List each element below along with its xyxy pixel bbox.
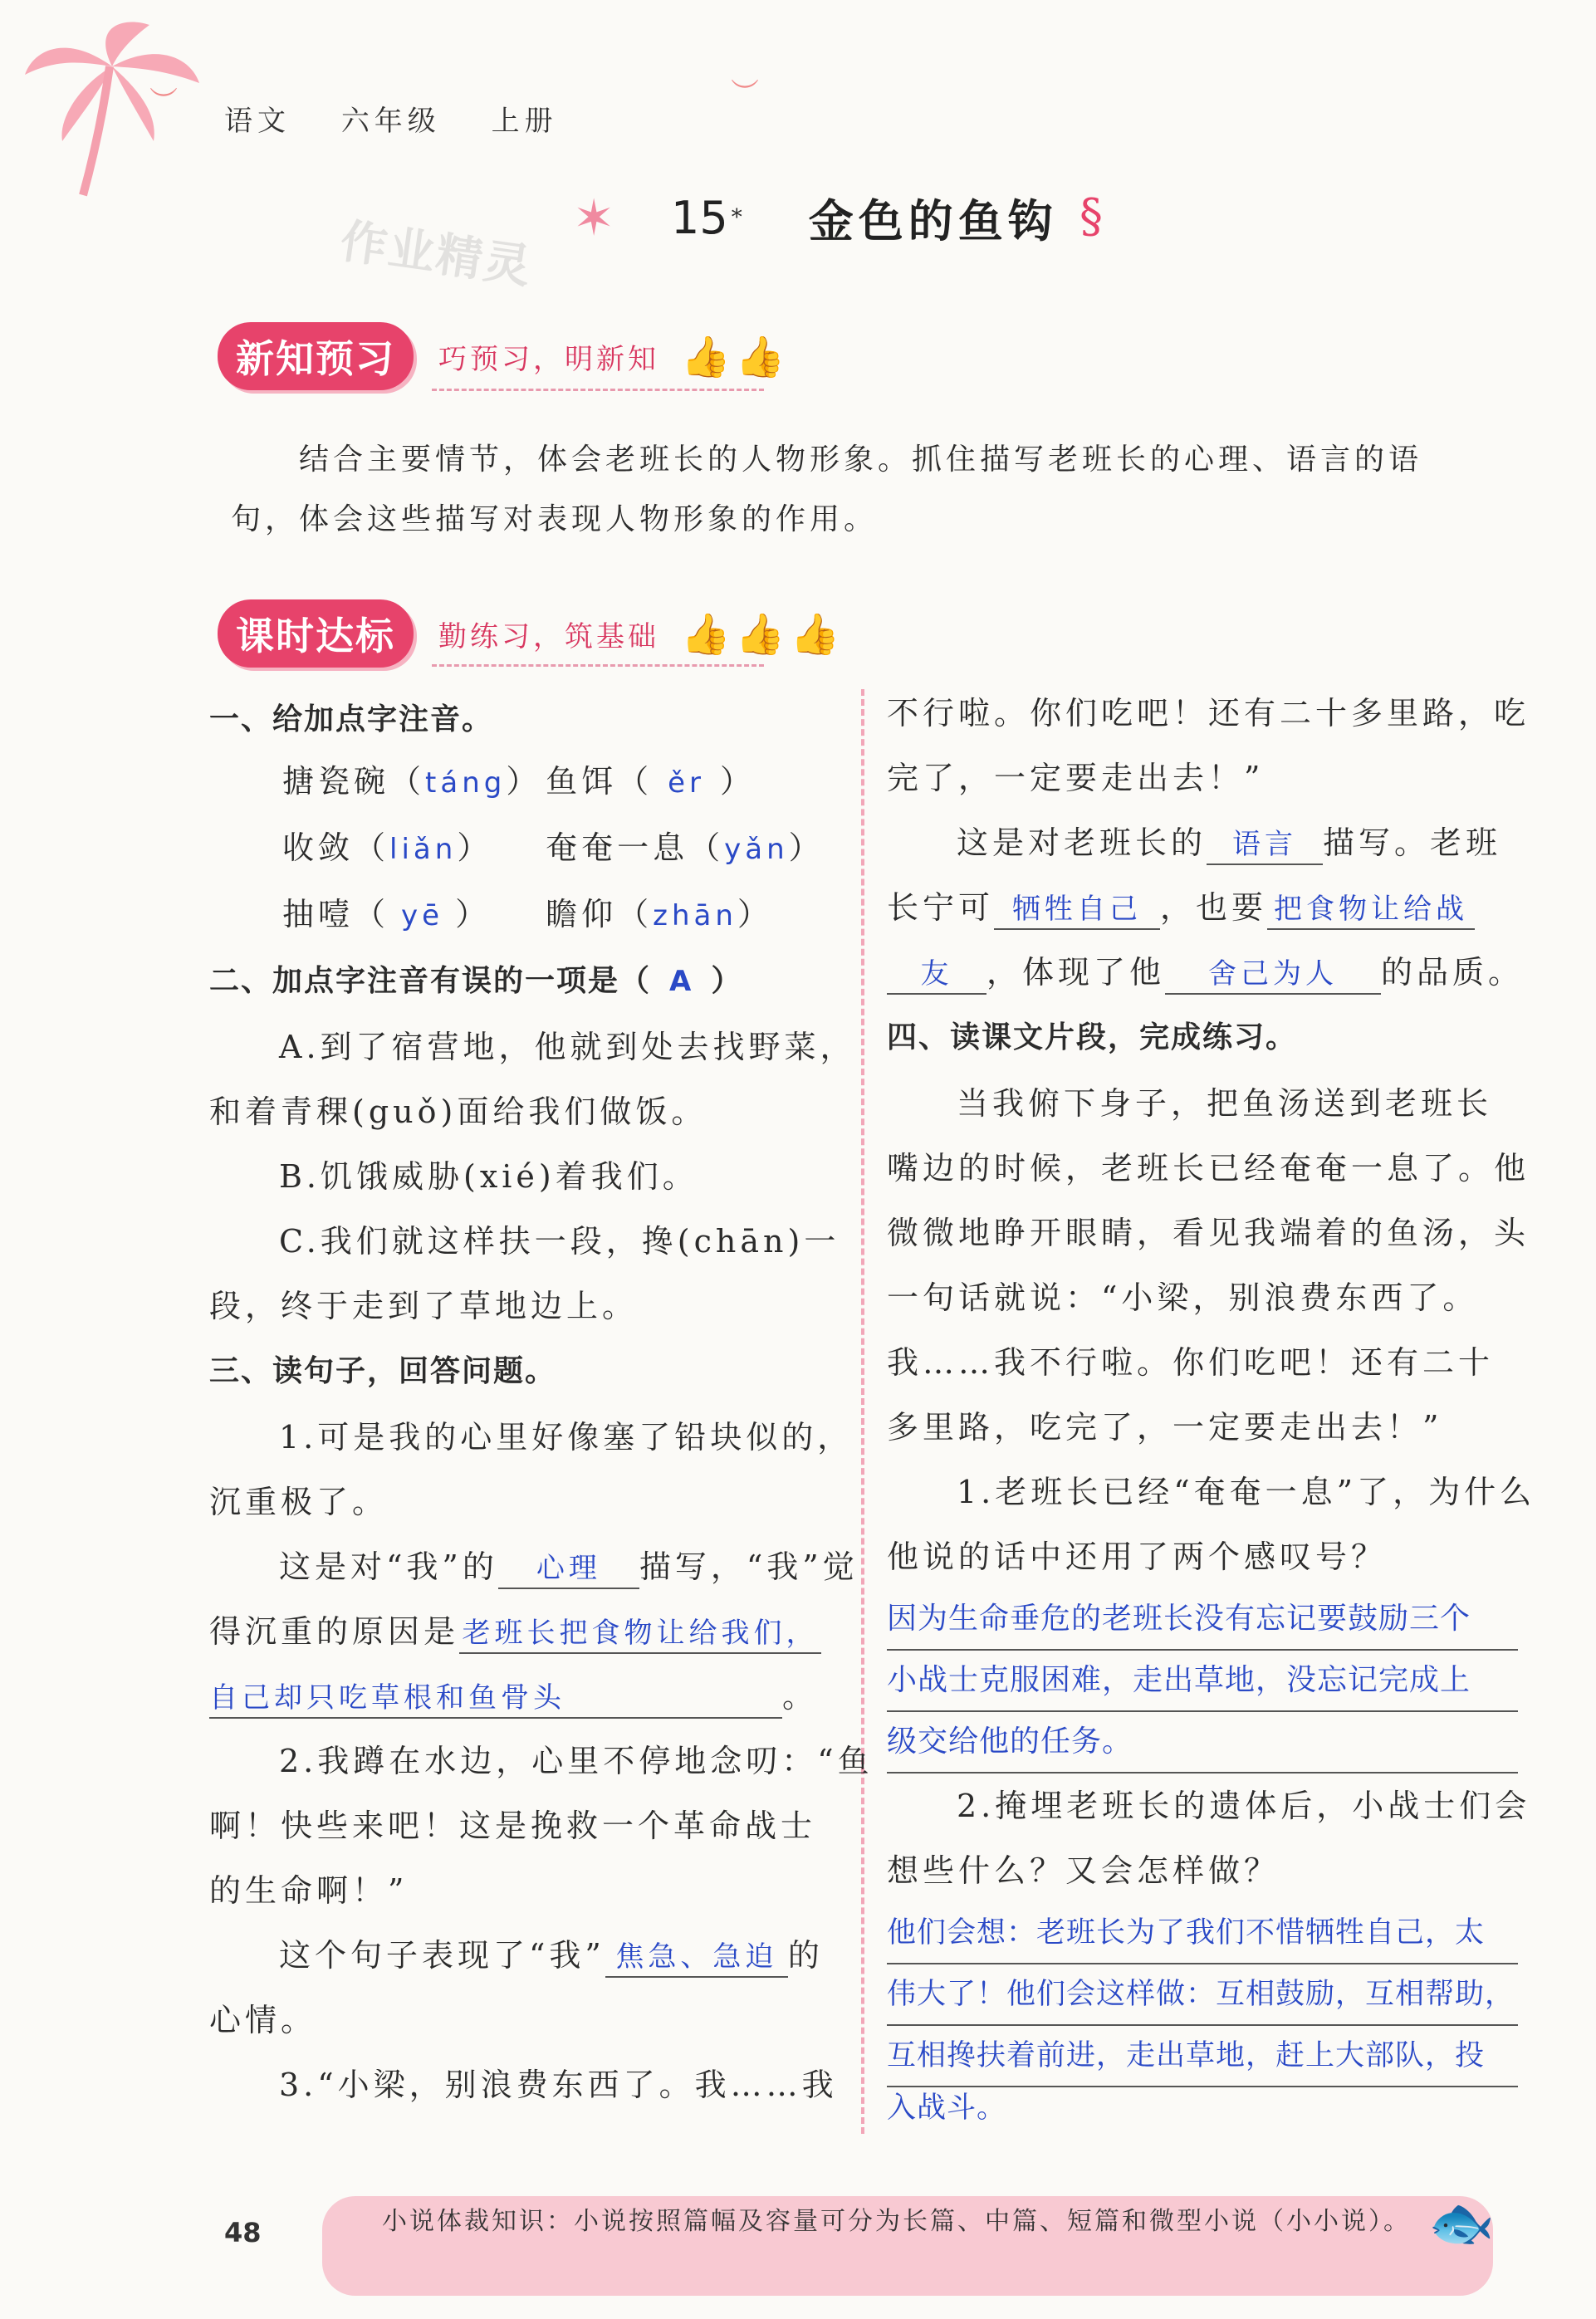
- q3-answer: 心理: [498, 1549, 639, 1589]
- q4-question: 1.老班长已经“奄奄一息”了，为什么: [957, 1474, 1536, 1510]
- passage-line: 我……我不行啦。你们吃吧！还有二十: [887, 1344, 1495, 1381]
- q3-answer: 舍己为人: [1165, 955, 1381, 995]
- q3-answer: 焦急、急迫: [605, 1938, 788, 1978]
- lesson-marker: *: [731, 205, 742, 230]
- q1-word: 鱼饵: [546, 763, 618, 800]
- q3-fill: 自己却只吃草根和鱼骨头 。: [209, 1664, 840, 1729]
- seahorse-icon: §: [1080, 189, 1103, 243]
- q3-answer: 友: [887, 955, 986, 995]
- section-tag: 课时达标: [218, 599, 414, 668]
- q2-heading: 二、加点字注音有误的一项是（ A ）: [209, 964, 743, 998]
- fish-icon: 🐟: [1428, 2193, 1495, 2254]
- q4-heading: 四、读课文片段，完成练习。: [887, 1020, 1298, 1054]
- section-subtitle: 巧预习，明新知: [438, 342, 659, 376]
- lesson-title-bar: [671, 184, 1058, 251]
- q1-row: 抽噎（ yē ） 瞻仰（zhān）: [282, 896, 773, 932]
- q4-answer-line: 因为生命垂危的老班长没有忘记要鼓励三个: [887, 1589, 1518, 1651]
- q3-answer: 牺牲自己: [994, 890, 1160, 930]
- q1-answer: táng: [425, 766, 507, 800]
- q3-fill: 这个句子表现了“我” 焦急、急迫 的: [209, 1923, 840, 1988]
- q2-option: A.到了宿营地，他就到处去找野菜，: [279, 1029, 856, 1065]
- preview-text: [231, 430, 1510, 550]
- q3-sentence: 沉重极了。: [209, 1484, 389, 1520]
- palm-tree-decoration: [17, 17, 208, 199]
- q2-option: B.饥饿威胁(xié)着我们。: [279, 1158, 698, 1195]
- bird-icon: ︶: [149, 86, 178, 119]
- thumbs-up-icon: 👍👍👍: [681, 610, 845, 658]
- preview-line: 句，体会这些描写对表现人物形象的作用。: [231, 502, 879, 536]
- column-divider: [861, 689, 864, 2134]
- q3-heading: 三、读句子，回答问题。: [209, 1354, 557, 1388]
- divider: [432, 389, 764, 391]
- q3-answer: 老班长把食物让给我们，: [459, 1614, 821, 1654]
- bird-icon: ︶: [731, 77, 759, 110]
- q4-question: 2.掩埋老班长的遗体后，小战士们会: [957, 1788, 1531, 1824]
- section-practice: [218, 599, 845, 668]
- q2-option: 段，终于走到了草地边上。: [209, 1288, 639, 1324]
- q3-answer: 把食物让给战: [1267, 890, 1475, 930]
- q3-answer: 语言: [1207, 825, 1323, 865]
- q1-answer: yǎn: [724, 833, 789, 866]
- grade-label: 六年级: [340, 105, 441, 138]
- q4-answer-line: 小战士克服困难，走出草地，没忘记完成上: [887, 1651, 1518, 1712]
- q1-answer: ěr: [668, 766, 706, 800]
- q4-question: 想些什么？又会怎样做？: [887, 1852, 1280, 1889]
- q1-word: 奄奄一息: [546, 829, 689, 866]
- q3-fill: 友 ，体现了他 舍己为人 的品质。: [887, 940, 1518, 1005]
- subject-label: 语文: [224, 105, 291, 138]
- q4-answer-line: 伟大了！他们会这样做：互相鼓励，互相帮助，: [887, 1964, 1518, 2026]
- q1-word: 搪瓷碗: [282, 763, 390, 800]
- q4-answer-line: 他们会想：老班长为了我们不惜牺牲自己，太: [887, 1903, 1518, 1964]
- q3-sentence: 3.“小梁，别浪费东西了。我……我: [279, 2067, 838, 2103]
- lesson-title: 金色的鱼钩: [808, 194, 1058, 247]
- q1-row: 搪瓷碗（táng） 鱼饵（ ěr ）: [282, 763, 756, 800]
- q2-option: C.我们就这样扶一段，搀(chān)一: [279, 1223, 840, 1260]
- q3-fill: 长宁可 牺牲自己 ，也要 把食物让给战: [887, 875, 1518, 940]
- q3-sentence: 的生命啊！”: [209, 1872, 409, 1909]
- q1-answer: liǎn: [389, 833, 458, 866]
- q3-sentence: 啊！快些来吧！这是挽救一个革命战士: [209, 1808, 817, 1844]
- passage-line: 一句话就说：“小梁，别浪费东西了。: [887, 1279, 1479, 1316]
- q4-answer-line: 互相搀扶着前进，走出草地，赶上大部队，投: [887, 2026, 1518, 2087]
- page-number: 48: [224, 2217, 262, 2248]
- section-subtitle: 勤练习，筑基础: [438, 619, 659, 653]
- q1-row: 收敛（liǎn） 奄奄一息（yǎn）: [282, 829, 825, 866]
- book-meta: [224, 98, 595, 139]
- q1-word: 抽噎: [282, 896, 355, 932]
- footer-note: 小说体裁知识：小说按照篇幅及容量可分为长篇、中篇、短篇和微型小说（小小说）。: [382, 2207, 1411, 2236]
- q2-answer: A: [669, 965, 693, 998]
- q1-word: 瞻仰: [546, 896, 618, 932]
- q1-answer: yē: [401, 899, 444, 932]
- q2-option: 和着青稞(guǒ)面给我们做饭。: [209, 1093, 707, 1130]
- q1-word: 收敛: [282, 829, 355, 866]
- q3-fill: 这是对“我”的 心理 描写，“我”觉: [209, 1534, 840, 1599]
- q1-heading: 一、给加点字注音。: [209, 702, 494, 736]
- starfish-icon: ✶: [573, 189, 615, 247]
- q3-sentence: 不行啦。你们吃吧！还有二十多里路，吃: [887, 695, 1530, 731]
- q3-answer: 自己却只吃草根和鱼骨头: [209, 1679, 782, 1719]
- volume-label: 上册: [491, 105, 558, 138]
- left-column: [209, 691, 874, 2117]
- section-tag: 新知预习: [218, 322, 414, 390]
- q3-sentence: 1.可是我的心里好像塞了铅块似的，: [279, 1419, 854, 1455]
- divider: [432, 664, 764, 667]
- right-column: [887, 681, 1536, 2129]
- q4-question: 他说的话中还用了两个感叹号？: [887, 1539, 1388, 1575]
- q3-fill: 这是对老班长的 语言 描写。老班: [887, 810, 1518, 875]
- passage-line: 多里路，吃完了，一定要走出去！”: [887, 1409, 1443, 1446]
- lesson-number: 15: [671, 191, 728, 244]
- q1-answer: zhān: [653, 899, 737, 932]
- watermark: 作业精灵: [336, 214, 536, 295]
- q3-sentence: 2.我蹲在水边，心里不停地念叨：“鱼: [279, 1743, 874, 1779]
- section-preview: [218, 322, 791, 390]
- passage-line: 嘴边的时候，老班长已经奄奄一息了。他: [887, 1150, 1530, 1186]
- thumbs-up-icon: 👍👍: [681, 333, 791, 380]
- passage-line: 微微地睁开眼睛，看见我端着的鱼汤，头: [887, 1215, 1530, 1251]
- passage-line: 当我俯下身子，把鱼汤送到老班长: [957, 1085, 1493, 1122]
- q4-answer-line: 级交给他的任务。: [887, 1712, 1518, 1773]
- q4-answer-line: 入战斗。: [887, 2092, 1007, 2125]
- q3-sentence: 完了，一定要走出去！”: [887, 760, 1265, 796]
- q3-fill: 得沉重的原因是 老班长把食物让给我们，: [209, 1599, 840, 1664]
- q3-sentence: 心情。: [209, 2002, 317, 2038]
- preview-line: 结合主要情节，体会老班长的人物形象。抓住描写老班长的心理、语言的语: [299, 443, 1423, 477]
